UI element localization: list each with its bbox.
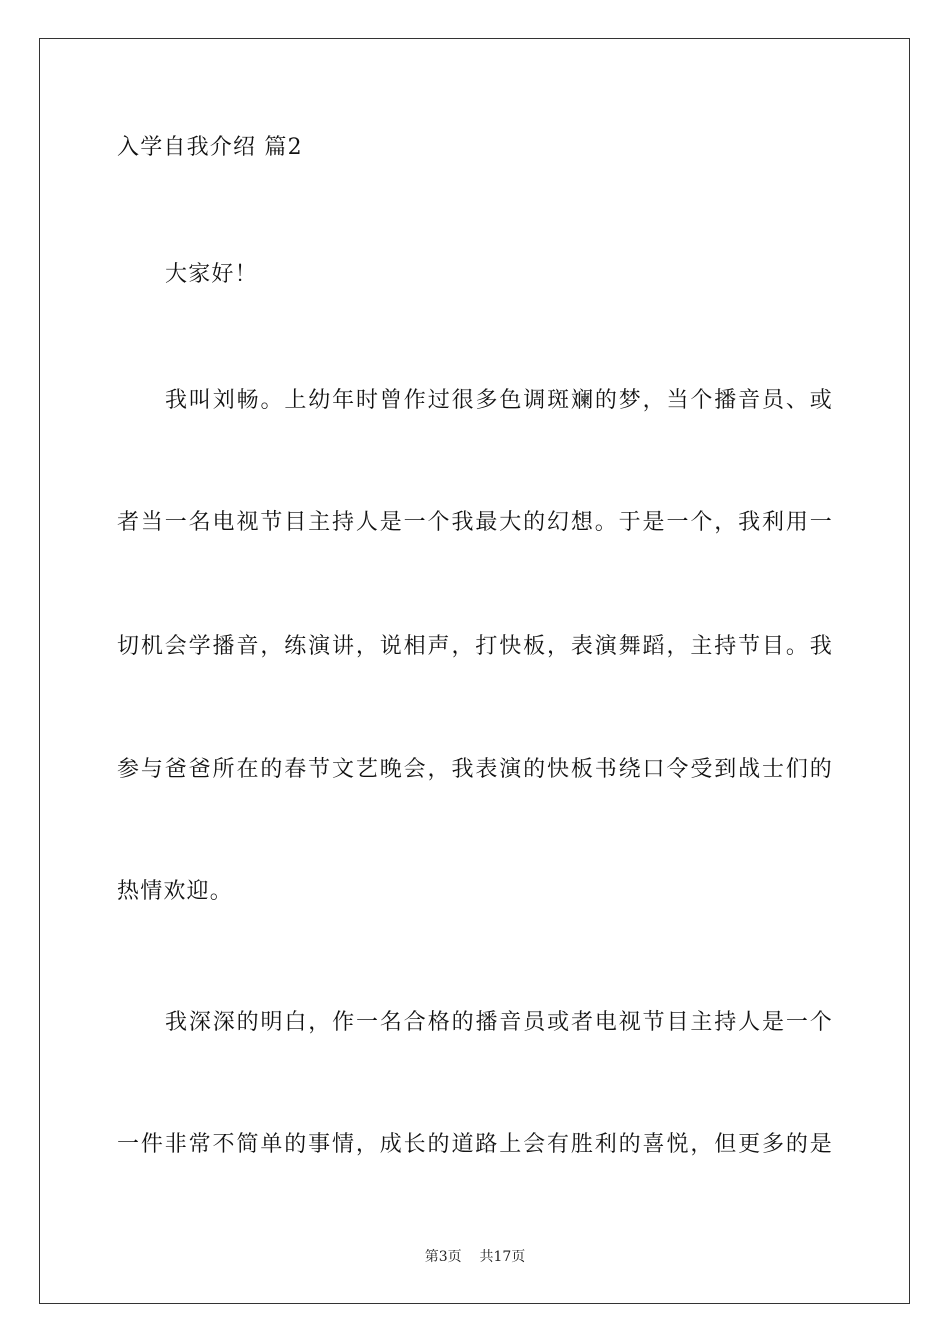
paragraph-line: 一件非常不简单的事情，成长的道路上会有胜利的喜悦，但更多的是 <box>117 1132 833 1157</box>
greeting-line: 大家好！ <box>165 262 258 287</box>
paragraph-line: 参与爸爸所在的春节文艺晚会，我表演的快板书绕口令受到战士们的 <box>117 757 833 782</box>
paragraph-line: 我叫刘畅。上幼年时曾作过很多色调斑斓的梦，当个播音员、或 <box>165 388 833 413</box>
section-heading: 入学自我介绍 篇2 <box>117 135 303 160</box>
page-frame <box>39 38 910 1304</box>
page-total: 共17页 <box>479 1249 526 1265</box>
paragraph-line: 热情欢迎。 <box>117 879 234 904</box>
page-number: 第3页 <box>424 1249 462 1265</box>
paragraph-line: 者当一名电视节目主持人是一个我最大的幻想。于是一个，我利用一 <box>117 510 833 535</box>
page-footer <box>0 1247 950 1267</box>
paragraph-line: 切机会学播音，练演讲，说相声，打快板，表演舞蹈，主持节目。我 <box>117 634 833 659</box>
paragraph-line: 我深深的明白，作一名合格的播音员或者电视节目主持人是一个 <box>165 1010 833 1035</box>
